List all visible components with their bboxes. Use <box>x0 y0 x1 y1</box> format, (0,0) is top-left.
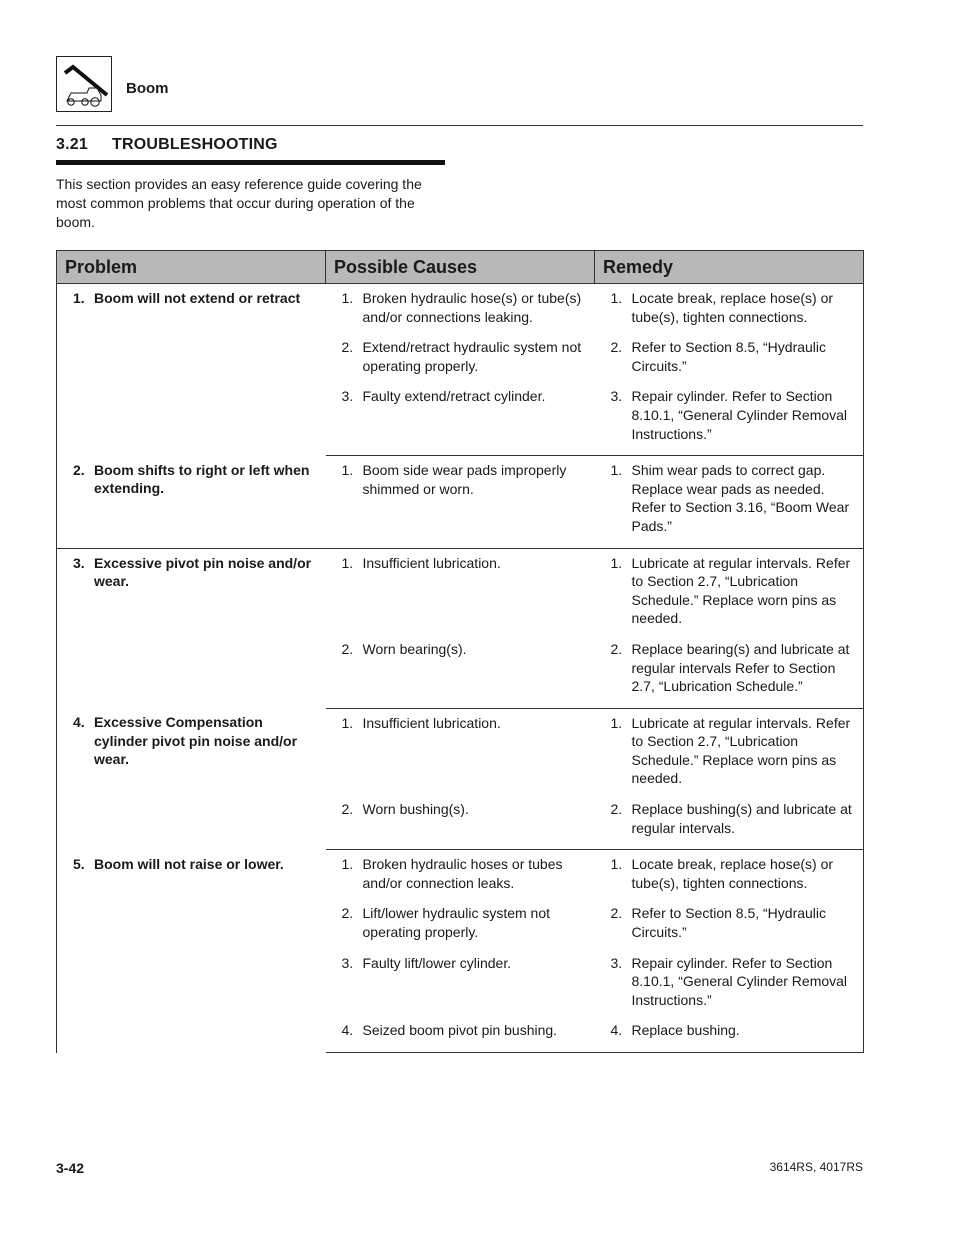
section-logo <box>56 56 112 112</box>
cause-number: 4. <box>341 1022 354 1039</box>
cause-text: Boom side wear pads improperly shimmed or worn. <box>362 462 567 497</box>
remedy-number: 2. <box>610 905 623 922</box>
cause-item <box>326 904 595 953</box>
remedy-text: Shim wear pads to correct gap. Replace wear pads as needed. Refer to Section 3.16, “Boom Wear Pads.” <box>631 462 850 534</box>
remedy-cell <box>595 708 864 800</box>
problem-cell <box>57 456 326 548</box>
remedy-cell <box>595 904 864 953</box>
remedy-text: Replace bearing(s) and lubricate at regular intervals Refer to Section 2.7, “Lubrication Schedule.” <box>631 640 850 695</box>
problem-cell <box>57 284 326 456</box>
cause-number: 3. <box>341 388 354 405</box>
remedy-number: 1. <box>610 856 623 873</box>
remedy-text: Locate break, replace hose(s) or tube(s), tighten connections. <box>631 290 834 325</box>
remedy-cell <box>595 338 864 387</box>
cause-item <box>326 714 595 745</box>
remedy-item <box>595 800 864 849</box>
cause-item <box>326 338 595 387</box>
column-header-problem: Problem <box>57 251 326 284</box>
problem-text: Excessive pivot pin noise and/or wear. <box>94 554 312 590</box>
boom-machine-icon <box>57 57 113 113</box>
intro-paragraph: This section provides an easy reference guide covering the most common problems that occur during operation of the boom. <box>56 176 422 230</box>
cause-text: Worn bearing(s). <box>362 640 467 657</box>
column-header-remedy: Remedy <box>595 251 864 284</box>
table-header-row <box>57 251 864 284</box>
problem-item <box>57 554 326 603</box>
cause-text: Insufficient lubrication. <box>362 554 501 571</box>
remedy-number: 1. <box>610 714 623 731</box>
remedy-item <box>595 954 864 1022</box>
remedy-text: Replace bushing. <box>631 1022 740 1039</box>
cause-text: Lift/lower hydraulic system not operating properly. <box>362 905 551 941</box>
remedy-item <box>595 387 864 455</box>
cause-cell <box>326 1021 595 1052</box>
remedy-item <box>595 289 864 338</box>
cause-item <box>326 387 595 418</box>
problem-number: 3. <box>73 554 85 571</box>
cause-item <box>326 554 595 585</box>
header-title: Boom <box>126 80 169 97</box>
remedy-text: Refer to Section 8.5, “Hydraulic Circuits.” <box>631 905 827 941</box>
problem-item <box>57 855 326 886</box>
problem-text: Boom will not raise or lower. <box>94 855 284 872</box>
remedy-text: Locate break, replace hose(s) or tube(s), tighten connections. <box>631 856 834 891</box>
remedy-item <box>595 640 864 708</box>
remedy-text: Repair cylinder. Refer to Section 8.10.1, “General Cylinder Removal Instructions.” <box>631 388 848 442</box>
cause-text: Worn bushing(s). <box>362 801 469 818</box>
heading-underline <box>56 160 445 165</box>
cause-item <box>326 1021 595 1052</box>
remedy-text: Lubricate at regular intervals. Refer to Section 2.7, “Lubrication Schedule.” Replace worn pins as needed. <box>631 554 851 627</box>
cause-number: 2. <box>341 640 354 657</box>
cause-item <box>326 954 595 985</box>
remedy-text: Lubricate at regular intervals. Refer to Section 2.7, “Lubrication Schedule.” Replace worn pins as needed. <box>631 714 851 787</box>
cause-cell <box>326 284 595 339</box>
problem-item <box>57 289 326 320</box>
page-number: 3-42 <box>56 1160 85 1176</box>
cause-number: 2. <box>341 339 354 356</box>
problem-text: Boom will not extend or retract <box>94 290 301 306</box>
problem-text: Boom shifts to right or left when extending. <box>94 461 310 497</box>
table-body <box>57 284 864 1053</box>
section-number: 3.21 <box>56 136 88 153</box>
remedy-item <box>595 714 864 800</box>
cause-cell <box>326 708 595 800</box>
problem-number: 4. <box>73 714 85 731</box>
cause-cell <box>326 904 595 953</box>
table-row <box>57 548 864 640</box>
problem-cell <box>57 850 326 1053</box>
remedy-number: 2. <box>610 640 623 657</box>
remedy-number: 1. <box>610 462 623 479</box>
remedy-cell <box>595 284 864 339</box>
cause-item <box>326 855 595 904</box>
remedy-number: 2. <box>610 339 623 356</box>
problem-item <box>57 713 326 781</box>
remedy-number: 3. <box>610 954 623 971</box>
cause-number: 1. <box>341 290 354 306</box>
remedy-item <box>595 904 864 953</box>
cause-cell <box>326 387 595 455</box>
header-divider <box>56 125 863 126</box>
section-title: TROUBLESHOOTING <box>112 136 278 153</box>
problem-cell <box>57 548 326 708</box>
cause-text: Insufficient lubrication. <box>362 714 501 731</box>
remedy-number: 3. <box>610 388 623 405</box>
cause-number: 1. <box>341 554 354 571</box>
remedy-text: Replace bushing(s) and lubricate at regular intervals. <box>631 801 852 836</box>
column-header-causes: Possible Causes <box>326 251 595 284</box>
cause-item <box>326 289 595 338</box>
cause-cell <box>326 850 595 905</box>
remedy-number: 2. <box>610 801 623 818</box>
remedy-cell <box>595 800 864 850</box>
remedy-item <box>595 338 864 387</box>
remedy-cell <box>595 640 864 708</box>
remedy-cell <box>595 1021 864 1052</box>
remedy-number: 4. <box>610 1022 623 1039</box>
cause-cell <box>326 640 595 708</box>
remedy-item <box>595 855 864 904</box>
remedy-item <box>595 554 864 640</box>
cause-item <box>326 800 595 831</box>
cause-cell <box>326 548 595 640</box>
cause-cell <box>326 338 595 387</box>
cause-number: 2. <box>341 801 354 818</box>
problem-text: Excessive Compensation cylinder pivot pin noise and/or wear. <box>94 714 298 768</box>
cause-text: Broken hydraulic hoses or tubes and/or connection leaks. <box>362 856 563 891</box>
cause-number: 1. <box>341 856 354 873</box>
cause-item <box>326 640 595 671</box>
table-row <box>57 850 864 905</box>
cause-text: Extend/retract hydraulic system not operating properly. <box>362 339 582 374</box>
cause-cell <box>326 800 595 850</box>
remedy-number: 1. <box>610 290 623 306</box>
cause-cell <box>326 954 595 1022</box>
remedy-text: Repair cylinder. Refer to Section 8.10.1, “General Cylinder Removal Instructions.” <box>631 954 848 1008</box>
remedy-cell <box>595 387 864 455</box>
problem-number: 2. <box>73 461 85 478</box>
remedy-item <box>595 1021 864 1052</box>
remedy-cell <box>595 850 864 905</box>
cause-number: 1. <box>341 462 354 479</box>
table-row <box>57 708 864 800</box>
cause-number: 2. <box>341 905 354 922</box>
problem-number: 1. <box>73 290 85 306</box>
problem-number: 5. <box>73 855 85 872</box>
remedy-number: 1. <box>610 554 623 571</box>
remedy-cell <box>595 456 864 548</box>
model-numbers: 3614RS, 4017RS <box>769 1160 863 1174</box>
cause-text: Faulty extend/retract cylinder. <box>362 388 546 405</box>
problem-cell <box>57 708 326 850</box>
cause-text: Broken hydraulic hose(s) or tube(s) and/or connections leaking. <box>362 290 582 325</box>
cause-cell <box>326 456 595 548</box>
cause-item <box>326 461 595 510</box>
section-heading <box>56 136 278 154</box>
cause-text: Seized boom pivot pin bushing. <box>362 1022 558 1039</box>
troubleshooting-table <box>56 250 864 1053</box>
table-row <box>57 456 864 548</box>
remedy-text: Refer to Section 8.5, “Hydraulic Circuits.” <box>631 339 827 374</box>
remedy-cell <box>595 548 864 640</box>
remedy-item <box>595 461 864 547</box>
cause-number: 3. <box>341 954 354 971</box>
table-row <box>57 284 864 339</box>
problem-item <box>57 461 326 510</box>
remedy-cell <box>595 954 864 1022</box>
cause-number: 1. <box>341 714 354 731</box>
cause-text: Faulty lift/lower cylinder. <box>362 954 512 971</box>
